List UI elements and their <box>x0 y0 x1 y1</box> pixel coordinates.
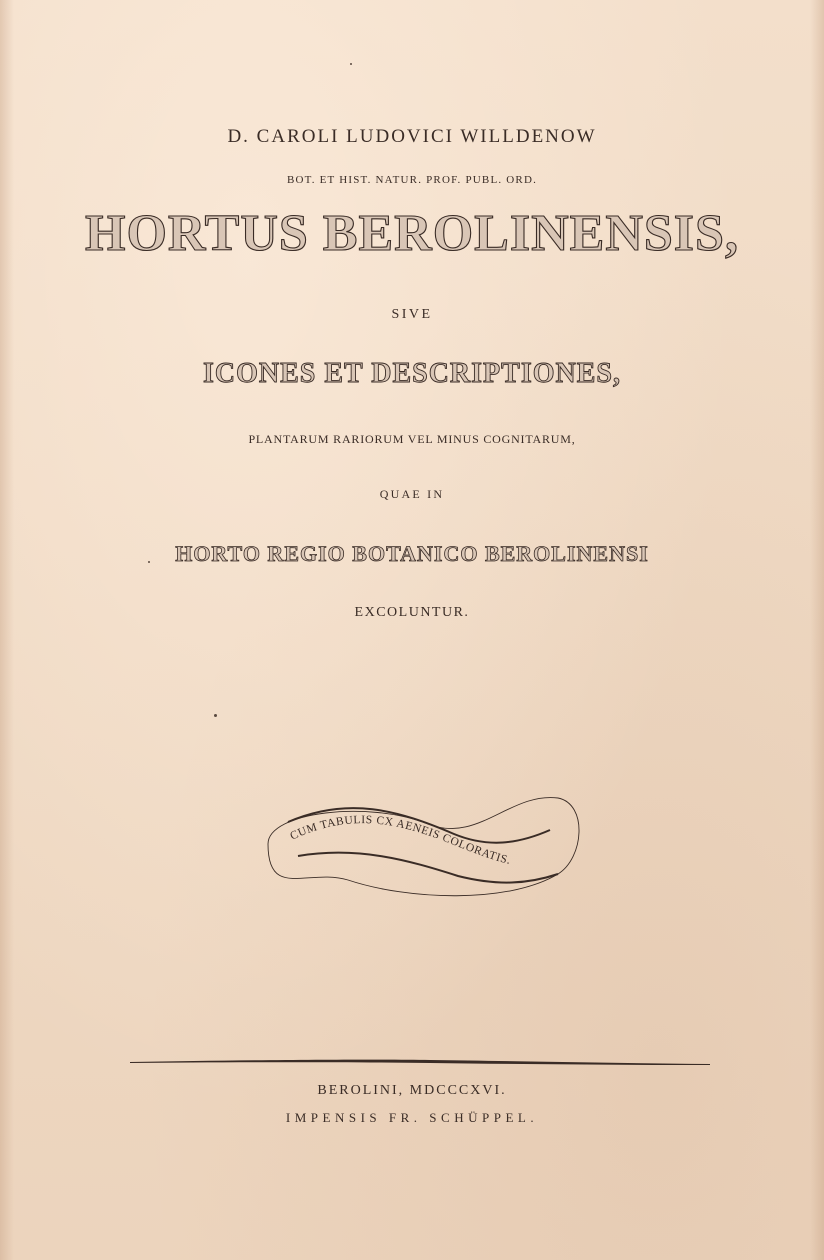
plantarum-line: PLANTARUM RARIORUM VEL MINUS COGNITARUM, <box>248 432 576 446</box>
imprint-rule <box>130 1057 710 1067</box>
ribbon-banner <box>258 788 584 906</box>
subtitle: ICONES ET DESCRIPTIONES, <box>203 358 621 389</box>
quae-in-line: QUAE IN <box>379 487 445 501</box>
main-title: HORTUS BEROLINENSIS, <box>85 205 739 262</box>
page-edge-left <box>0 0 14 1260</box>
horto-line: HORTO REGIO BOTANICO BEROLINENSI <box>175 541 649 566</box>
excoluntur-line: EXCOLUNTUR. <box>354 605 470 620</box>
imprint-place: BEROLINI, MDCCCXVI. <box>317 1083 507 1098</box>
page-edge-right <box>810 0 824 1260</box>
ribbon-text: CUM TABULIS CX AENEIS COLORATIS. <box>288 814 512 868</box>
ink-speck <box>148 561 150 563</box>
ink-speck <box>350 63 352 65</box>
ink-speck <box>214 714 217 717</box>
author-title: BOT. ET HIST. NATUR. PROF. PUBL. ORD. <box>286 174 538 186</box>
sive-conjunction: SIVE <box>391 307 433 322</box>
imprint-publisher: IMPENSIS FR. SCHÜPPEL. <box>285 1110 539 1125</box>
author-name: D. CAROLI LUDOVICI WILLDENOW <box>227 126 597 147</box>
